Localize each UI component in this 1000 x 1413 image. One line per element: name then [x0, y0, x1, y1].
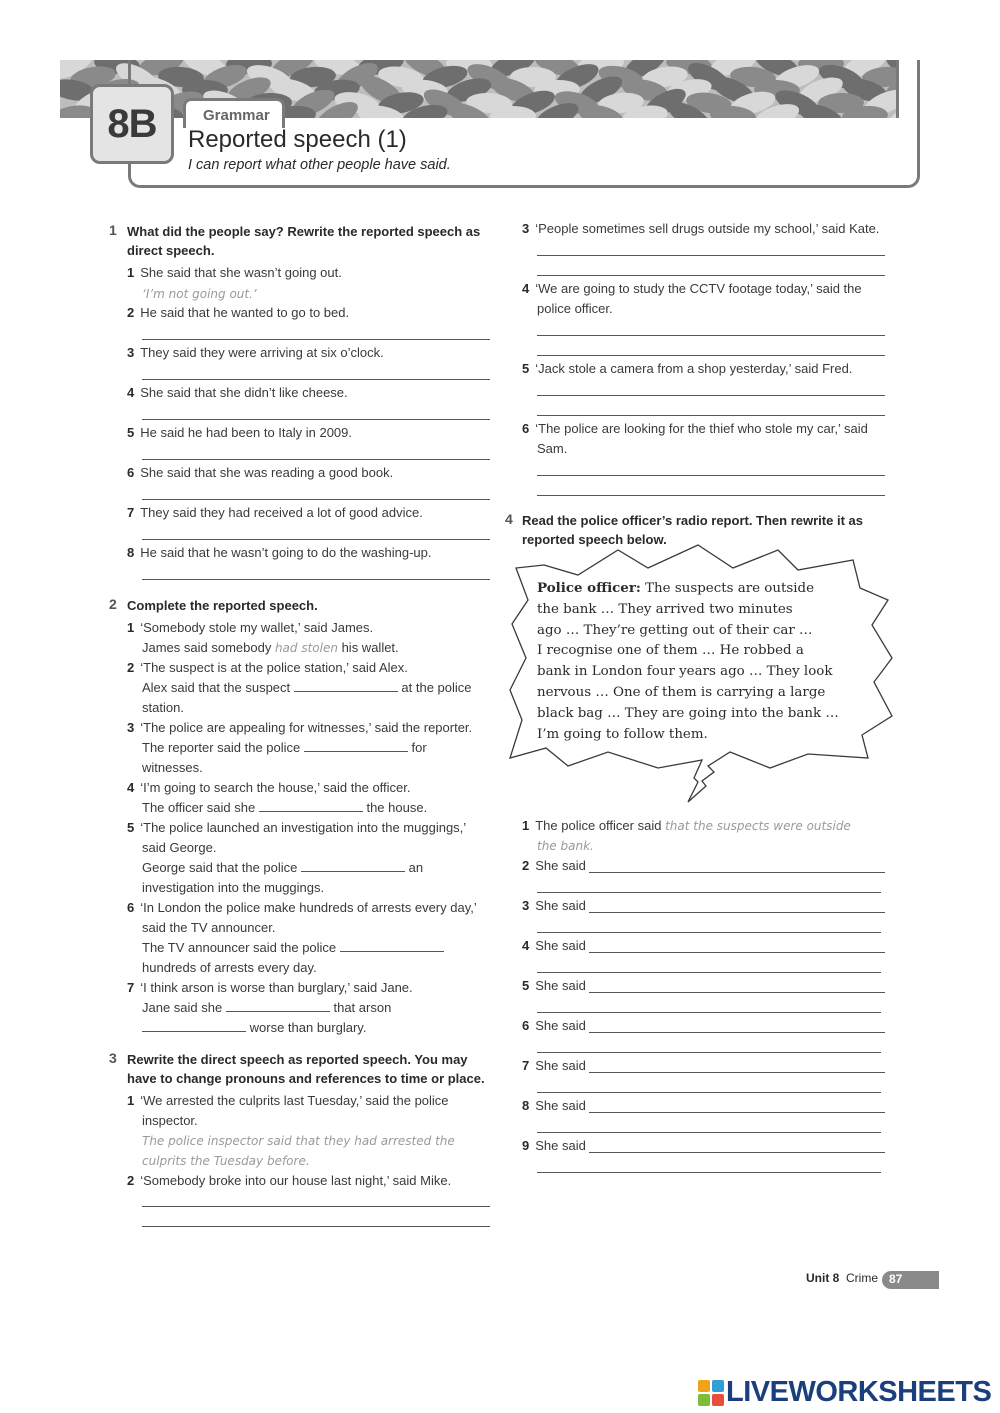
- ex2-item-5-quote-cont: said George.: [142, 840, 217, 855]
- ex2-item-2-sentence: Alex said that the suspect at the police: [142, 680, 472, 695]
- ex2-item-3-quote: 3 ‘The police are appealing for witnesses,’ said the reporter.: [127, 720, 473, 735]
- ex4-item-1-answer-2: the bank.: [537, 839, 594, 853]
- ex3-item-4-line-1[interactable]: [537, 335, 885, 336]
- ex4-item-4-line-1[interactable]: [589, 952, 885, 953]
- page-number: 87: [882, 1271, 939, 1289]
- logo-square-4: [712, 1394, 724, 1406]
- exercise-4-instruction: Read the police officer’s radio report. Then rewrite it as reported speech below.: [522, 513, 863, 547]
- ex3-item-6-quote: 6 ‘The police are looking for the thief who stole my car,’ said: [522, 421, 868, 436]
- ex3-item-1-answer-2: culprits the Tuesday before.: [142, 1154, 310, 1168]
- report-line-3: ago … They’re getting out of their car …: [537, 622, 813, 638]
- ex1-item-4: 4 She said that she didn’t like cheese.: [127, 385, 348, 400]
- ex1-answer-line-6[interactable]: [142, 499, 490, 500]
- ex4-item-5: 5 She said: [522, 978, 586, 993]
- ex1-answer-line-2[interactable]: [142, 339, 490, 340]
- ex4-item-6-line-2[interactable]: [537, 1052, 881, 1053]
- ex1-item-8: 8 He said that he wasn’t going to do the washing-up.: [127, 545, 432, 560]
- exercise-2-instruction: Complete the reported speech.: [127, 598, 318, 613]
- report-line-6: nervous … One of them is carrying a large: [537, 684, 826, 700]
- liveworksheets-logo: [698, 1376, 991, 1409]
- ex3-item-3-line-2[interactable]: [537, 275, 885, 276]
- ex4-item-2: 2 She said: [522, 858, 586, 873]
- ex3-item-4-quote: 4 ‘We are going to study the CCTV footage today,’ said the: [522, 281, 862, 296]
- ex1-answer-line-4[interactable]: [142, 419, 490, 420]
- ex3-item-5-line-2[interactable]: [537, 415, 885, 416]
- ex2-item-7-cont: worse than burglary.: [142, 1018, 366, 1038]
- ex2-item-5-cont: investigation into the muggings.: [142, 880, 325, 895]
- liveworksheets-text: LIVEWORKSHEETS: [726, 1376, 992, 1408]
- ex4-item-3-line-1[interactable]: [589, 912, 885, 913]
- ex4-item-3-line-2[interactable]: [537, 932, 881, 933]
- ex4-item-3: 3 She said: [522, 898, 586, 913]
- ex4-item-9-line-1[interactable]: [589, 1152, 885, 1153]
- ex3-item-4-quote-cont: police officer.: [537, 301, 613, 316]
- ex4-item-7-line-1[interactable]: [589, 1072, 885, 1073]
- ex3-item-2-line-2[interactable]: [142, 1226, 490, 1227]
- ex2-item-1-quote: 1 ‘Somebody stole my wallet,’ said James.: [127, 620, 374, 635]
- ex3-item-1-quote: 1 ‘We arrested the culprits last Tuesday,’ said the police: [127, 1093, 449, 1108]
- report-line-4: I recognise one of them … He robbed a: [537, 643, 804, 659]
- footer-unit: Unit 8 Crime: [806, 1271, 879, 1285]
- logo-square-3: [698, 1394, 710, 1406]
- ex2-item-2-cont: station.: [142, 700, 184, 715]
- exercise-2-number: 2: [109, 596, 117, 612]
- ex3-item-4-line-2[interactable]: [537, 355, 885, 356]
- exercise-4-number: 4: [505, 511, 513, 527]
- ex2-item-2-quote: 2 ‘The suspect is at the police station,’ said Alex.: [127, 660, 408, 675]
- ex2-item-6-quote-cont: said the TV announcer.: [142, 920, 276, 935]
- liveworksheets-mark: [698, 1380, 724, 1406]
- report-line-5: bank in London four years ago … They look: [537, 664, 833, 680]
- unit-badge: 8B: [90, 84, 174, 164]
- ex4-item-9-line-2[interactable]: [537, 1172, 881, 1173]
- ex1-item-1-answer: ‘I’m not going out.’: [142, 287, 257, 301]
- ex4-item-2-line-2[interactable]: [537, 892, 881, 893]
- ex3-item-1-quote-cont: inspector.: [142, 1113, 198, 1128]
- ex4-item-1-answer-1: that the suspects were outside: [665, 819, 851, 833]
- radio-report: [537, 578, 877, 745]
- ex2-item-4-quote: 4 ‘I’m going to search the house,’ said the officer.: [127, 780, 411, 795]
- ex2-item-3-cont: witnesses.: [142, 760, 203, 775]
- ex4-item-8-line-1[interactable]: [589, 1112, 885, 1113]
- ex2-item-7-blank-1[interactable]: [226, 1000, 330, 1012]
- ex2-item-5-quote: 5 ‘The police launched an investigation into the muggings,’: [127, 820, 467, 835]
- ex3-item-6-quote-cont: Sam.: [537, 441, 568, 456]
- ex4-item-6: 6 She said: [522, 1018, 586, 1033]
- section-tab: Grammar: [183, 98, 285, 128]
- logo-square-1: [698, 1380, 710, 1392]
- ex3-item-3-line-1[interactable]: [537, 255, 885, 256]
- report-line-1: Police officer: The suspects are outside: [537, 580, 814, 596]
- ex1-answer-line-5[interactable]: [142, 459, 490, 460]
- exercise-3-instruction: Rewrite the direct speech as reported speech. You may have to change pronouns and references to time or place.: [127, 1052, 485, 1086]
- ex4-item-1: 1 The police officer said that the suspects were outside: [522, 818, 851, 833]
- report-speaker: Police officer:: [537, 580, 641, 596]
- ex3-item-6-line-2[interactable]: [537, 495, 885, 496]
- ex3-item-2-line-1[interactable]: [142, 1206, 490, 1207]
- ex4-item-7: 7 She said: [522, 1058, 586, 1073]
- ex3-item-6-line-1[interactable]: [537, 475, 885, 476]
- ex2-item-6-sentence: The TV announcer said the police: [142, 938, 444, 958]
- ex4-item-5-line-1[interactable]: [589, 992, 885, 993]
- ex3-item-2-quote: 2 ‘Somebody broke into our house last night,’ said Mike.: [127, 1173, 452, 1188]
- ex3-item-5-quote: 5 ‘Jack stole a camera from a shop yesterday,’ said Fred.: [522, 361, 853, 376]
- ex4-item-6-line-1[interactable]: [589, 1032, 885, 1033]
- ex2-item-6-blank[interactable]: [340, 940, 444, 952]
- ex2-item-3-sentence: The reporter said the police for: [142, 740, 427, 755]
- report-line-2: the bank … They arrived two minutes: [537, 601, 793, 617]
- ex4-item-4: 4 She said: [522, 938, 586, 953]
- ex4-item-5-line-2[interactable]: [537, 1012, 881, 1013]
- ex2-item-1-sentence: James said somebody had stolen his wallet.: [142, 640, 399, 655]
- ex1-item-5: 5 He said he had been to Italy in 2009.: [127, 425, 352, 440]
- page-subtitle: I can report what other people have said.: [188, 157, 451, 173]
- ex3-item-1-answer-1: The police inspector said that they had arrested the: [142, 1134, 455, 1148]
- ex3-item-5-line-1[interactable]: [537, 395, 885, 396]
- ex2-item-7-blank-2[interactable]: [142, 1020, 246, 1032]
- exercise-1-number: 1: [109, 222, 117, 238]
- ex1-answer-line-3[interactable]: [142, 379, 490, 380]
- exercise-3-number: 3: [109, 1050, 117, 1066]
- ex2-item-5-sentence: George said that the police an: [142, 860, 424, 875]
- ex1-item-6: 6 She said that she was reading a good book.: [127, 465, 394, 480]
- ex4-item-2-line-1[interactable]: [589, 872, 885, 873]
- ex2-item-5-blank[interactable]: [301, 860, 405, 872]
- ex1-item-1: 1 She said that she wasn’t going out.: [127, 265, 342, 280]
- ex1-item-7: 7 They said they had received a lot of good advice.: [127, 505, 423, 520]
- ex2-item-4-blank[interactable]: [259, 800, 363, 812]
- logo-square-2: [712, 1380, 724, 1392]
- ex4-item-4-line-2[interactable]: [537, 972, 881, 973]
- ex2-item-7-quote: 7 ‘I think arson is worse than burglary,’ said Jane.: [127, 980, 413, 995]
- ex4-item-7-line-2[interactable]: [537, 1092, 881, 1093]
- ex1-item-2: 2 He said that he wanted to go to bed.: [127, 305, 350, 320]
- ex2-item-2-blank[interactable]: [294, 680, 398, 692]
- ex2-item-1-answer: had stolen: [274, 641, 338, 655]
- ex3-item-3-quote: 3 ‘People sometimes sell drugs outside my school,’ said Kate.: [522, 221, 880, 236]
- ex2-item-4-sentence: The officer said she the house.: [142, 800, 428, 815]
- ex2-item-3-blank[interactable]: [304, 740, 408, 752]
- exercise-1-instruction: What did the people say? Rewrite the reported speech as direct speech.: [127, 224, 481, 258]
- ex4-item-9: 9 She said: [522, 1138, 586, 1153]
- ex1-item-3: 3 They said they were arriving at six o’clock.: [127, 345, 384, 360]
- ex1-answer-line-7[interactable]: [142, 539, 490, 540]
- ex2-item-6-quote: 6 ‘In London the police make hundreds of arrests every day,’: [127, 900, 477, 915]
- ex2-item-7-sentence: Jane said she that arson: [142, 1000, 392, 1015]
- report-line-8: I’m going to follow them.: [537, 726, 708, 742]
- page-title: Reported speech (1): [188, 126, 407, 153]
- ex4-item-8-line-2[interactable]: [537, 1132, 881, 1133]
- report-line-7: black bag … They are going into the bank …: [537, 705, 839, 721]
- ex1-answer-line-8[interactable]: [142, 579, 490, 580]
- ex2-item-6-cont: hundreds of arrests every day.: [142, 960, 317, 975]
- ex4-item-8: 8 She said: [522, 1098, 586, 1113]
